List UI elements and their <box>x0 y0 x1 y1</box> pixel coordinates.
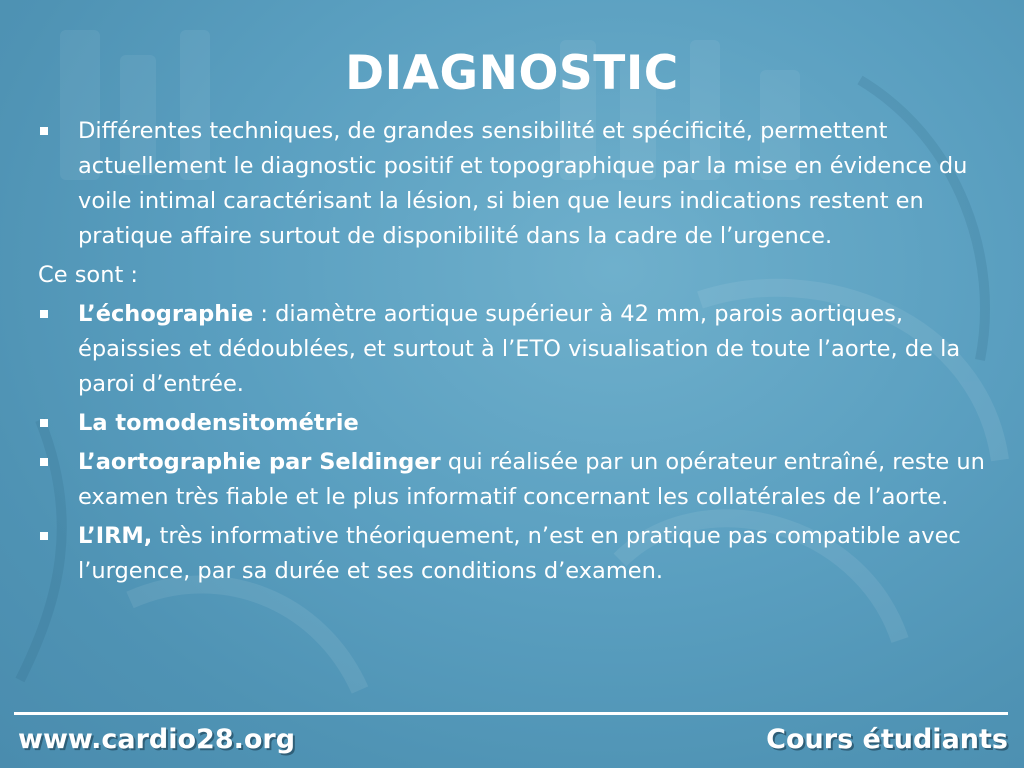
square-bullet-icon <box>40 419 48 427</box>
item-text: qui réalisée par un opérateur entraîné, reste un examen très fiable et le plus informatif concernant les collatérales de l’aorte. <box>78 449 985 510</box>
slide-title: DIAGNOSTIC <box>345 46 679 101</box>
square-bullet-icon <box>40 310 48 318</box>
item-text: : diamètre aortique supérieur à 42 mm, parois aortiques, épaissies et dédoublées, et surtout à l’ETO visualisation de toute l’aorte, de la paroi d’entrée. <box>78 301 961 397</box>
square-bullet-icon <box>40 458 48 466</box>
footer-course-label: Cours étudiants <box>766 724 1008 755</box>
item-text: Ce sont : <box>38 262 139 288</box>
slide-content <box>38 114 988 593</box>
list-item <box>38 406 988 441</box>
item-text: très informative théoriquement, n’est en pratique pas compatible avec l’urgence, par sa durée et ses conditions d’examen. <box>78 523 961 584</box>
square-bullet-icon <box>40 127 48 135</box>
list-item <box>38 445 988 515</box>
item-heading: La tomodensitométrie <box>78 410 359 436</box>
square-bullet-icon <box>40 532 48 540</box>
item-heading: L’aortographie par Seldinger <box>78 449 441 475</box>
intro-text <box>38 258 988 293</box>
item-heading: L’échographie <box>78 301 254 327</box>
list-item <box>38 114 988 254</box>
item-text: Différentes techniques, de grandes sensibilité et spécificité, permettent actuellement le diagnostic positif et topographique par la mise en évidence du voile intimal caractérisant la lésion, si bien que leurs indications restent en pratique affaire surtout de disponibilité dans la cadre de l’urgence. <box>78 118 968 249</box>
footer-divider <box>14 712 1008 715</box>
list-item <box>38 297 988 402</box>
item-heading: L’IRM, <box>78 523 153 549</box>
footer-website: www.cardio28.org <box>18 724 296 755</box>
list-item <box>38 519 988 589</box>
